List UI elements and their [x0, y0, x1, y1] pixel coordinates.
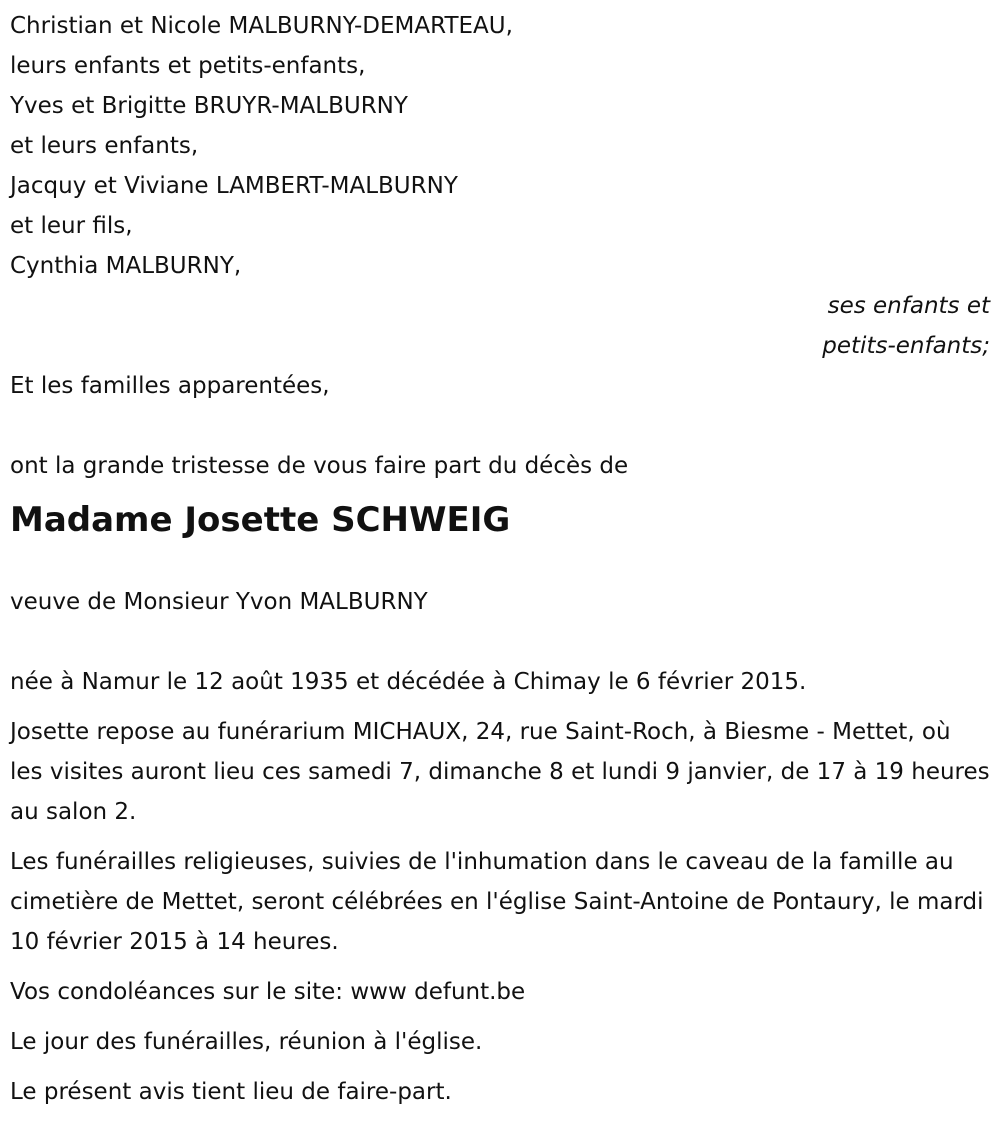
widow-of: veuve de Monsieur Yvon MALBURNY	[10, 589, 428, 615]
spacer	[10, 622, 990, 662]
family-line: Christian et Nicole MALBURNY-DEMARTEAU,	[10, 13, 513, 39]
family-list	[10, 6, 990, 286]
paragraph-notice: Le présent avis tient lieu de faire-part.	[10, 1079, 452, 1105]
paragraph-meeting: Le jour des funérailles, réunion à l'église.	[10, 1029, 483, 1055]
spacer	[10, 406, 990, 446]
family-line: Jacquy et Viviane LAMBERT-MALBURNY	[10, 173, 458, 199]
relation-line: petits-enfants;	[822, 333, 990, 359]
paragraph-funeral: Les funérailles religieuses, suivies de l'inhumation dans le caveau de la famille au cimetière de Mettet, seront célébrées en l'église Saint-Antoine de Pontaury, le mardi 10 février 2015 à 14 heures.	[10, 849, 984, 955]
spacer	[10, 542, 990, 582]
family-line: et leur fils,	[10, 213, 133, 239]
announcement-text: ont la grande tristesse de vous faire part du décès de	[10, 453, 629, 479]
family-line: et leurs enfants,	[10, 133, 199, 159]
related-families: Et les familles apparentées,	[10, 373, 330, 399]
paragraph-condolences: Vos condoléances sur le site: www defunt.be	[10, 979, 526, 1005]
deceased-name: Madame Josette SCHWEIG	[10, 500, 511, 540]
family-line: leurs enfants et petits-enfants,	[10, 53, 366, 79]
birth-death: née à Namur le 12 août 1935 et décédée à Chimay le 6 février 2015.	[10, 669, 807, 695]
paragraph-visitation: Josette repose au funérarium MICHAUX, 24, rue Saint-Roch, à Biesme - Mettet, où les visites auront lieu ces samedi 7, dimanche 8 et lundi 9 janvier, de 17 à 19 heures au salon 2.	[10, 719, 990, 825]
relation-caption	[10, 286, 990, 366]
family-line: Yves et Brigitte BRUYR-MALBURNY	[10, 93, 408, 119]
family-line: Cynthia MALBURNY,	[10, 253, 242, 279]
relation-line: ses enfants et	[827, 293, 990, 319]
death-notice	[10, 0, 990, 1122]
